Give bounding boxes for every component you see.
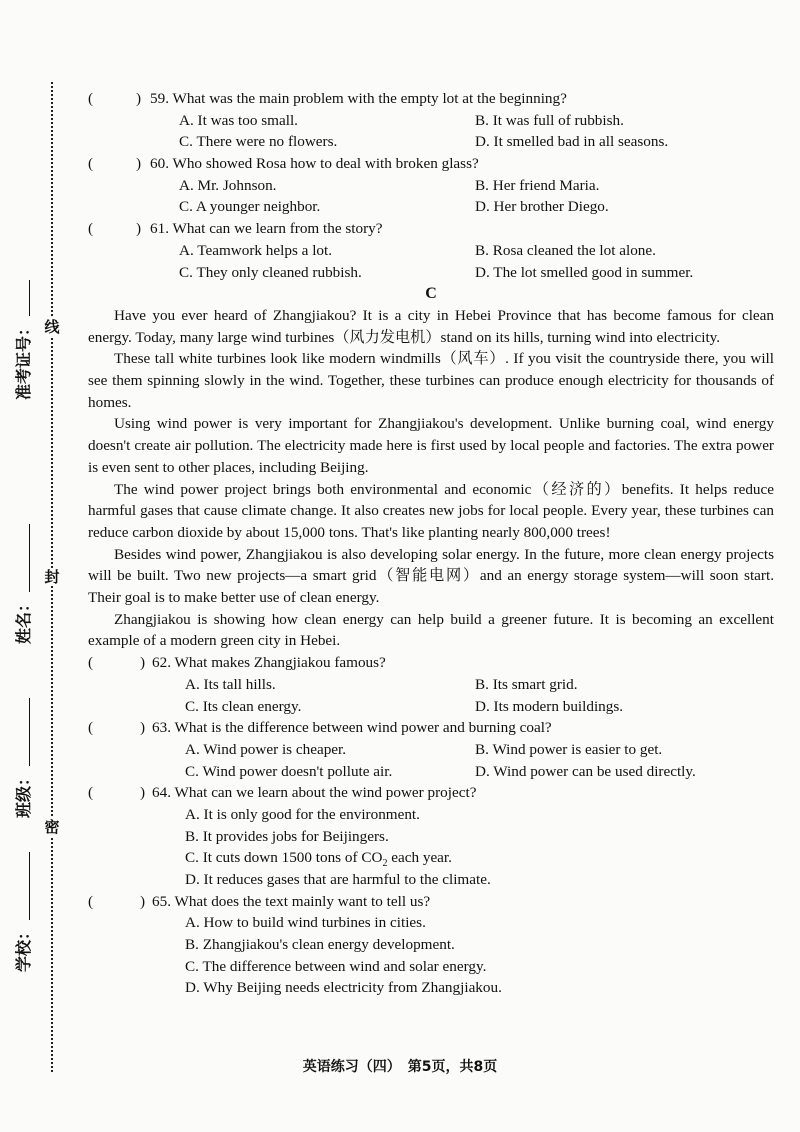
options-row [88,110,774,132]
option-a: A. Its tall hills. [185,675,276,693]
option-c: C. Wind power doesn't pollute air. [185,762,393,780]
option-c-tail: each year. [387,849,452,867]
options-row [88,956,774,978]
answer-paren-open[interactable]: ( [88,892,94,910]
options-row [88,804,774,826]
option-b: B. It provides jobs for Beijingers. [185,827,389,845]
passage-paragraph: The wind power project brings both environmental and economic（经济的）benefits. It helps reduce harmful gases that cause climate change. It also creates new jobs for local people. Every year, these turbines can reduce carbon dioxide by about 15,000 tons. That's like planting nearly 800,000 trees! [88,480,774,541]
answer-paren-open[interactable]: ( [88,719,94,737]
question-stem: 60. Who showed Rosa how to deal with broken glass? [150,155,479,173]
answer-paren-close: ) [136,155,142,173]
answer-paren-close: ) [140,654,146,672]
question-stem: 65. What does the text mainly want to tell us? [152,892,431,910]
options-row [88,696,774,718]
passage-paragraph: Besides wind power, Zhangjiakou is also developing solar energy. In the future, more clean energy projects will be built. Two new projects—a smart grid（智能电网）and an energy storage system—will soon start. Their goal is to make better use of clean energy. [88,545,774,607]
option-a: A. Mr. Johnson. [179,176,277,194]
question-stem: 61. What can we learn from the story? [150,220,383,238]
answer-paren-open[interactable]: ( [88,784,94,802]
answer-paren-open[interactable]: ( [88,220,94,238]
options-row [88,131,774,153]
options-row [88,240,774,262]
name-blank[interactable] [15,524,30,592]
answer-paren-close: ) [140,719,146,737]
option-d: D. The lot smelled good in summer. [475,263,694,281]
question-65 [88,891,774,913]
option-a: A. It is only good for the environment. [185,805,420,823]
seal-mark-feng: 封 [41,568,63,586]
answer-paren-open[interactable]: ( [88,155,94,173]
option-b: B. Zhangjiakou's clean energy development. [185,936,455,954]
binding-margin [0,0,78,1132]
question-stem: 63. What is the difference between wind power and burning coal? [152,719,552,737]
subscript-2: 2 [382,858,388,870]
option-b: B. Wind power is easier to get. [475,740,663,758]
passage-paragraph: Zhangjiakou is showing how clean energy can help build a greener future. It is becoming an excellent example of a modern green city in Hebei. [88,610,774,650]
option-c: C. There were no flowers. [179,133,338,151]
option-d: D. Her brother Diego. [475,198,609,216]
name-field[interactable] [10,524,34,644]
page-footer: 英语练习（四） 第5页，共8页 [302,1059,498,1075]
passage-paragraph: Have you ever heard of Zhangjiakou? It is a city in Hebei Province that has become famous for clean energy. Today, many large wind turbines（风力发电机）stand on its hills, turning wind into electricity. [88,306,774,346]
options-row [88,175,774,197]
option-d: D. Its modern buildings. [475,697,624,715]
option-a: A. Wind power is cheaper. [185,740,347,758]
question-stem: 64. What can we learn about the wind power project? [152,784,477,802]
school-blank[interactable] [15,852,30,920]
question-60 [88,153,774,175]
options-row [88,739,774,761]
passage-paragraph: Using wind power is very important for Zhangjiakou's development. Unlike burning coal, wind energy doesn't create air pollution. The electricity made here is first used by local people and factories. The extra power is even sent to other places, including Beijing. [88,415,774,476]
seal-mark-xian: 线 [41,318,63,336]
option-a: A. How to build wind turbines in cities. [185,914,426,932]
option-d: D. Wind power can be used directly. [475,762,696,780]
answer-paren-open[interactable]: ( [88,654,94,672]
option-d: D. It reduces gases that are harmful to the climate. [185,871,491,888]
option-c-text: C. It cuts down 1500 tons of CO [185,849,383,867]
school-field[interactable] [10,852,34,972]
exam-number-blank[interactable] [15,280,30,316]
option-b: B. Rosa cleaned the lot alone. [475,241,656,259]
answer-paren-close: ) [140,784,146,802]
class-field[interactable] [10,698,34,818]
class-blank[interactable] [15,698,30,766]
options-row [88,977,774,999]
section-c-title: C [425,285,437,303]
question-63 [88,717,774,739]
exam-content [88,88,774,999]
class-label: 班级： [13,769,33,818]
name-label: 姓名： [13,595,33,644]
options-row [88,262,774,284]
option-b: B. Her friend Maria. [475,176,600,194]
exam-number-label: 准考证号： [13,319,33,400]
answer-paren-close: ) [136,90,142,107]
option-a: A. Teamwork helps a lot. [179,241,333,259]
answer-paren-open[interactable]: ( [88,90,94,107]
question-59 [88,88,774,110]
question-62 [88,652,774,674]
option-c: C. The difference between wind and solar energy. [185,957,487,975]
options-row [88,761,774,783]
option-c: C. A younger neighbor. [179,198,321,216]
question-stem: 59. What was the main problem with the empty lot at the beginning? [150,90,567,107]
school-label: 学校： [13,923,33,972]
answer-paren-close: ) [136,220,142,238]
passage-paragraph: These tall white turbines look like modern windmills（风车）. If you visit the countryside there, you will see them spinning slowly in the wind. Together, these turbines can produce enough electricity for thousands of homes. [88,350,774,411]
option-b: B. It was full of rubbish. [475,111,624,129]
option-a: A. It was too small. [179,111,298,129]
question-stem: 62. What makes Zhangjiakou famous? [152,654,386,672]
option-d: D. It smelled bad in all seasons. [475,133,669,151]
answer-paren-close: ) [140,892,146,910]
option-c: C. Its clean energy. [185,697,302,715]
options-row [88,869,774,891]
options-row [88,934,774,956]
options-row [88,826,774,848]
options-row [88,912,774,934]
option-d: D. Why Beijing needs electricity from Zhangjiakou. [185,979,502,997]
options-row [88,196,774,218]
seal-mark-mi: 密 [41,818,63,836]
option-b: B. Its smart grid. [475,675,578,693]
options-row [88,847,774,869]
option-c: C. They only cleaned rubbish. [179,263,362,281]
question-64 [88,782,774,804]
options-row [88,674,774,696]
exam-number-field[interactable] [10,280,34,400]
question-61 [88,218,774,240]
